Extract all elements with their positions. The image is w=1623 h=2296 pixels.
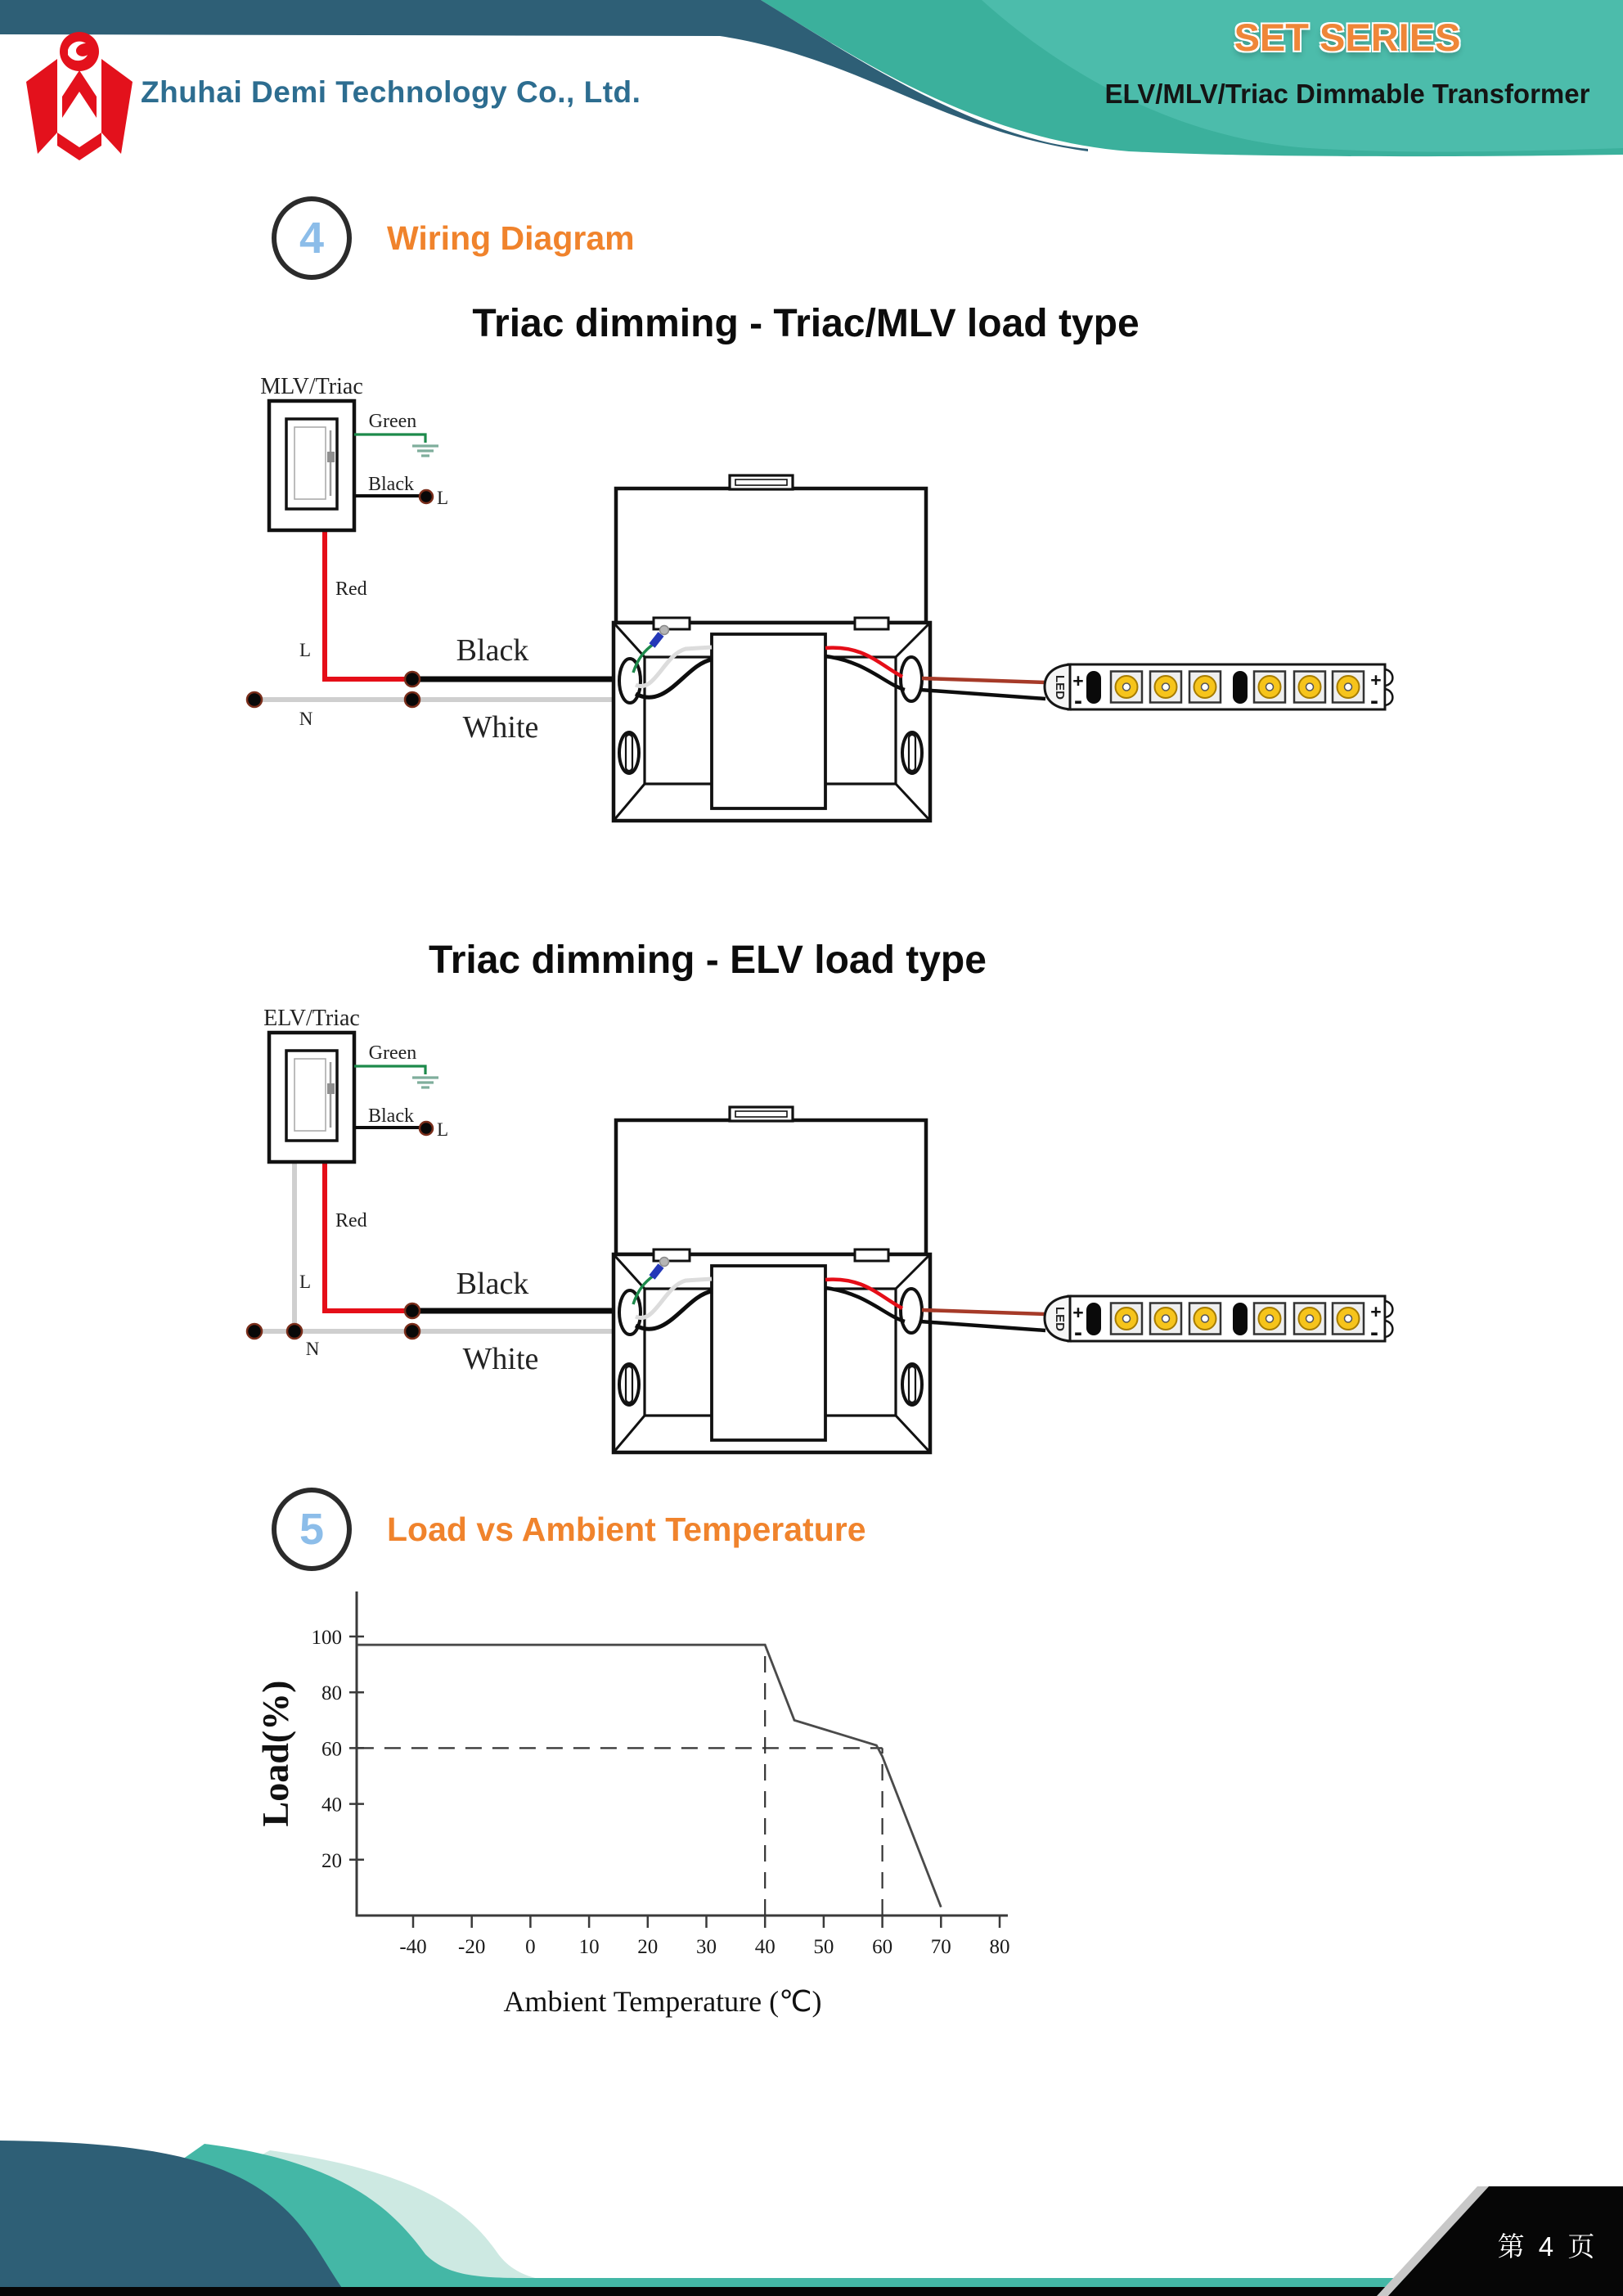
junction-dot (287, 1324, 302, 1339)
series-title: SET SERIES (1234, 16, 1461, 59)
chart-x-axis-label: Ambient Temperature (℃) (503, 1985, 822, 2018)
green-wire-label: Green (368, 1042, 417, 1064)
line-n-label: N (299, 709, 313, 729)
section5-number-badge (272, 1488, 352, 1571)
dimmer-label: MLV/Triac (260, 374, 363, 399)
white-line-label: White (462, 1342, 539, 1376)
line-l-label: L (299, 1272, 311, 1292)
x-tick-label: -20 (458, 1936, 486, 1958)
red-wire-label: Red (335, 579, 367, 600)
green-wire-label: Green (368, 411, 417, 432)
page-number: 第 4 页 (1497, 2231, 1598, 2262)
x-tick-label: 20 (637, 1936, 659, 1958)
company-logo (26, 32, 133, 160)
diagram1-title: Triac dimming - Triac/MLV load type (472, 302, 1140, 345)
company-name: Zhuhai Demi Technology Co., Ltd. (141, 75, 641, 109)
y-tick-label: 60 (321, 1738, 342, 1761)
x-tick-label: 40 (754, 1936, 776, 1958)
x-tick-label: 60 (872, 1936, 893, 1958)
dimmer-label: ELV/Triac (263, 1006, 360, 1031)
x-tick-label: 10 (578, 1936, 600, 1958)
footer-banner (0, 2141, 1623, 2296)
x-tick-label: 70 (930, 1936, 951, 1958)
y-tick-label: 80 (321, 1682, 342, 1705)
y-tick-label: 40 (321, 1794, 342, 1817)
y-tick-label: 100 (311, 1627, 342, 1649)
section5-title: Load vs Ambient Temperature (387, 1510, 866, 1548)
diagram2 (247, 1006, 1392, 1452)
black-line-label: Black (456, 1267, 529, 1301)
black-tap-label: Black (368, 474, 414, 495)
x-tick-label: 0 (525, 1936, 536, 1958)
section4-title: Wiring Diagram (387, 219, 635, 257)
black-line-label: Black (456, 633, 529, 668)
black-tap-label: Black (368, 1105, 414, 1127)
x-tick-label: 80 (989, 1936, 1010, 1958)
chart-y-axis-label: Load(%) (254, 1680, 296, 1827)
derating-curve (357, 1645, 941, 1907)
diagram2-title: Triac dimming - ELV load type (429, 939, 987, 982)
line-n-label: N (305, 1339, 320, 1359)
chart-axes (357, 1591, 1008, 1916)
white-line-label: White (462, 710, 539, 745)
live-terminal-label: L (437, 488, 449, 508)
live-terminal-label: L (437, 1119, 449, 1140)
load-vs-temperature-chart (312, 1591, 1010, 1958)
line-l-label: L (299, 640, 311, 660)
red-wire-label: Red (335, 1210, 367, 1231)
x-tick-label: 30 (696, 1936, 717, 1958)
product-title: ELV/MLV/Triac Dimmable Transformer (1104, 79, 1590, 109)
section4-number-badge (272, 196, 352, 280)
section5-number: 5 (299, 1505, 325, 1554)
x-tick-label: 50 (813, 1936, 834, 1958)
x-tick-label: -40 (399, 1936, 427, 1958)
diagram1 (247, 374, 1392, 821)
y-tick-label: 20 (321, 1849, 342, 1872)
section4-number: 4 (299, 214, 325, 263)
